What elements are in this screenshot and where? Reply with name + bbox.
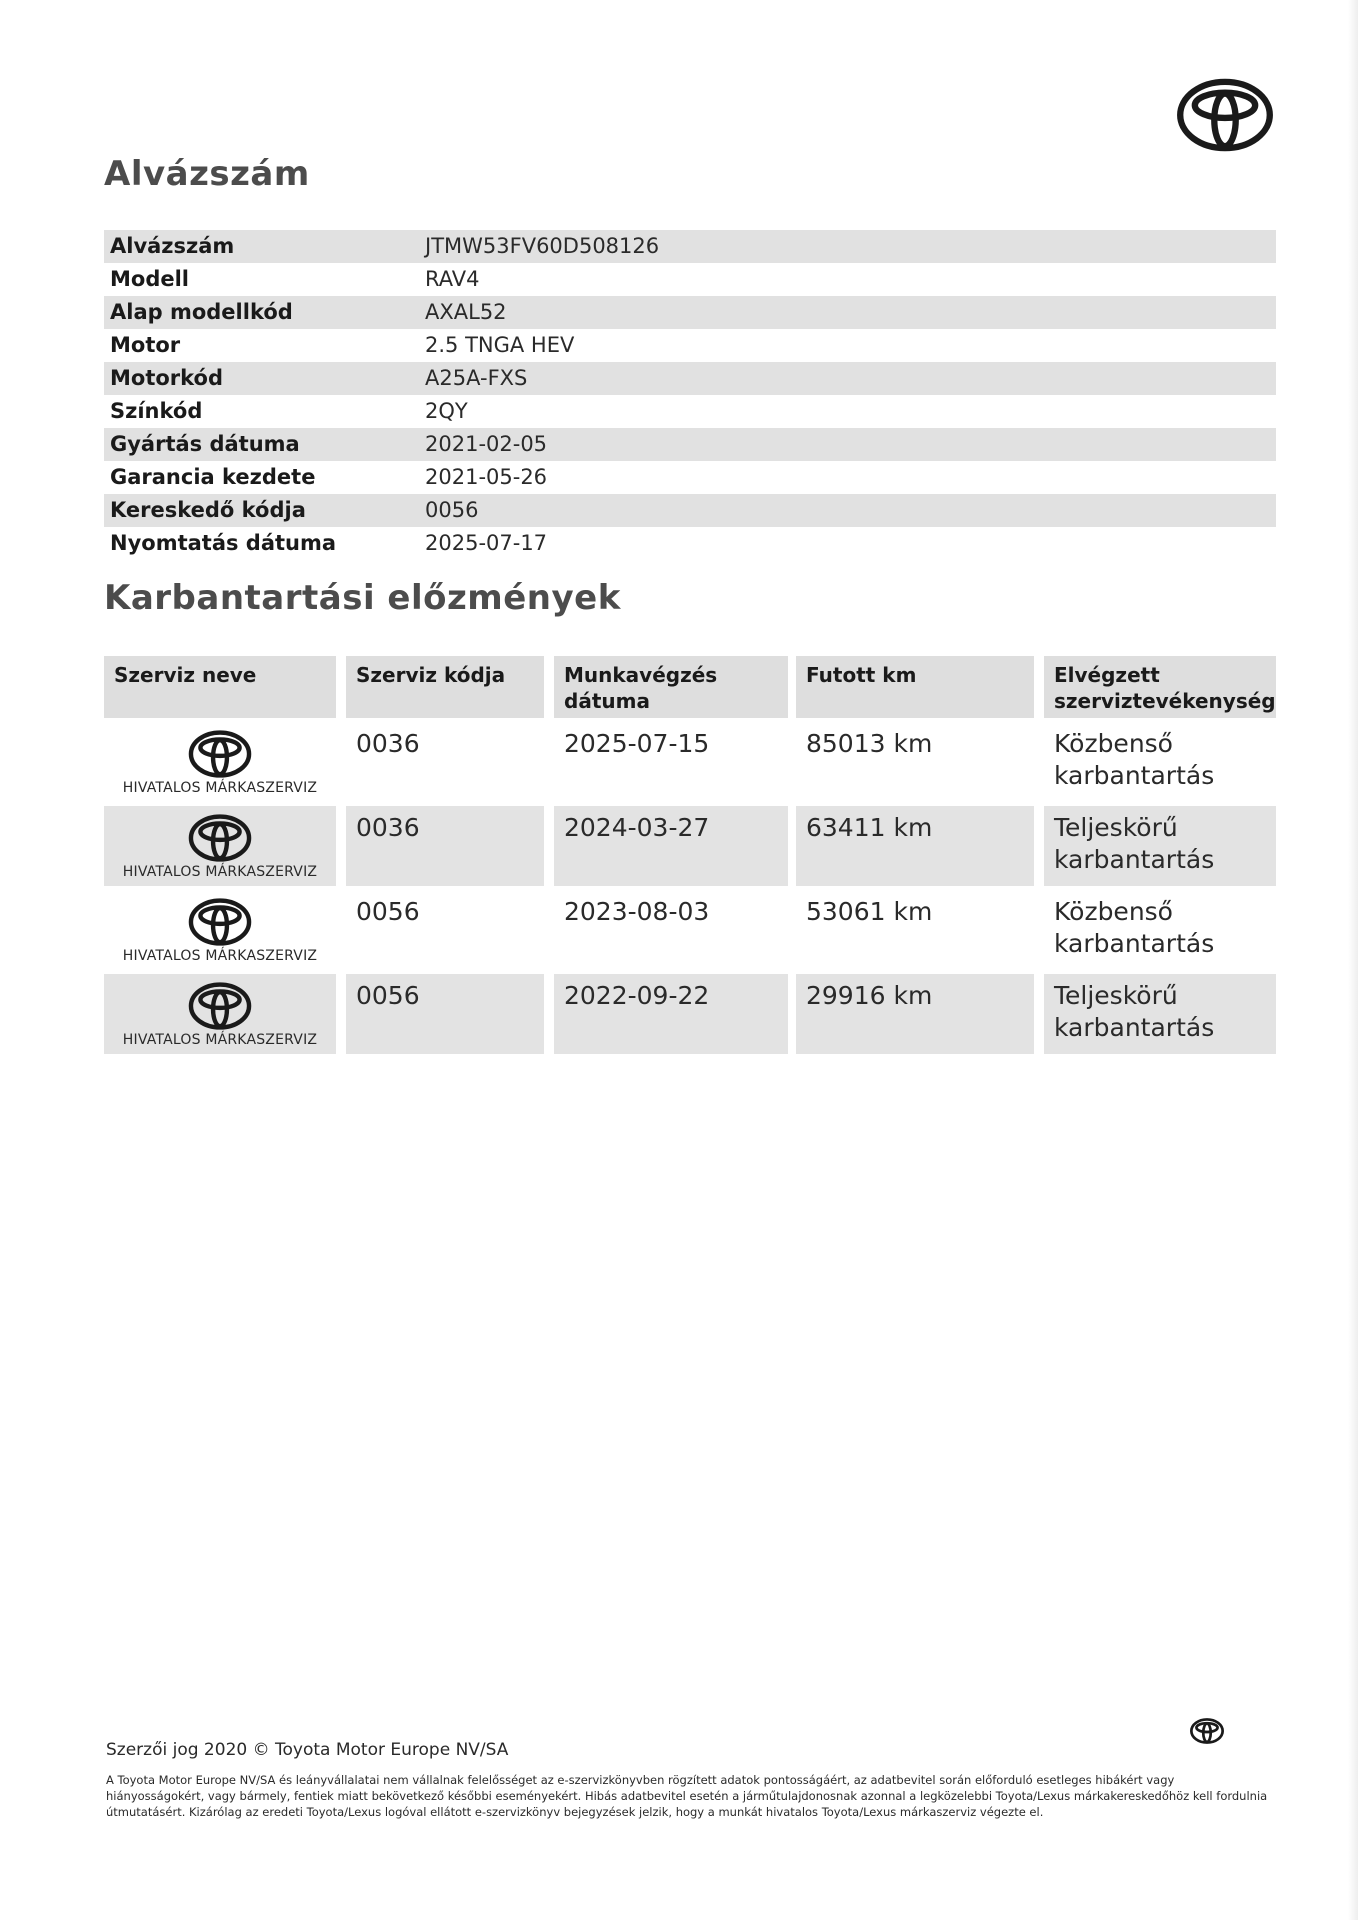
mileage-cell <box>796 974 1034 1054</box>
table-row <box>104 974 1276 1058</box>
vehicle-info-table <box>104 230 1276 560</box>
engine-row <box>104 329 1276 362</box>
service-activity: Közbenső karbantartás <box>1054 897 1215 958</box>
production-date-value: 2021-02-05 <box>425 432 548 456</box>
print-date-label: Nyomtatás dátuma <box>110 531 337 555</box>
service-code-cell <box>346 974 544 1054</box>
work-date-cell <box>554 890 788 970</box>
engine-code-value: A25A-FXS <box>425 366 528 390</box>
column-header-work-date: Munkavégzés dátuma <box>564 663 718 713</box>
toyota-logo-icon <box>187 730 253 778</box>
table-row <box>104 806 1276 890</box>
toyota-logo-icon <box>187 814 253 862</box>
production-date-label: Gyártás dátuma <box>110 432 300 456</box>
mileage: 29916 km <box>806 981 933 1010</box>
model-value: RAV4 <box>425 267 480 291</box>
service-name-cell <box>104 974 336 1054</box>
activity-cell <box>1044 890 1276 970</box>
service-name-cell <box>104 806 336 886</box>
activity-cell <box>1044 974 1276 1054</box>
toyota-logo-icon <box>187 982 253 1030</box>
scan-edge-shadow <box>1348 0 1358 1920</box>
service-code: 0036 <box>356 813 420 842</box>
print-date-value: 2025-07-17 <box>425 531 548 555</box>
work-date-cell <box>554 806 788 886</box>
service-activity: Teljeskörű karbantartás <box>1054 981 1215 1042</box>
service-activity: Közbenső karbantartás <box>1054 729 1215 790</box>
service-code: 0036 <box>356 729 420 758</box>
activity-cell <box>1044 806 1276 886</box>
disclaimer-text: A Toyota Motor Europe NV/SA és leányvállalatai nem vállalnak felelősséget az e-szervizkönyvben rögzített adatok pontosságáért, az adatbevitel során előforduló esetleges hibákért vagy hiányosságokért, vagy bármely, fentiek miatt bekövetkező későbbi eseményekért. Hibás adatbevitel esetén a járműtulajdonosnak azonnal a legközelebbi Toyota/Lexus márkakereskedőhöz kell fordulnia útmutatásért. Kizárólag az eredeti Toyota/Lexus logóval ellátott e-szervizkönyv bejegyzések jelzik, hogy a munkát hivatalos Toyota/Lexus márkaszerviz végezte el. <box>106 1773 1268 1819</box>
vin-row <box>104 230 1276 263</box>
mileage: 63411 km <box>806 813 933 842</box>
engine-code-row <box>104 362 1276 395</box>
column-header <box>796 656 1034 718</box>
service-code-cell <box>346 890 544 970</box>
warranty-start-label: Garancia kezdete <box>110 465 316 489</box>
service-history-title: Karbantartási előzmények <box>104 578 621 618</box>
print-date-row <box>104 527 1276 560</box>
mileage: 53061 km <box>806 897 933 926</box>
production-date-row <box>104 428 1276 461</box>
model-row <box>104 263 1276 296</box>
official-service-label: HIVATALOS MÁRKASZERVIZ <box>122 948 318 964</box>
official-service-label: HIVATALOS MÁRKASZERVIZ <box>122 864 318 880</box>
official-service-label: HIVATALOS MÁRKASZERVIZ <box>122 780 318 796</box>
work-date-cell <box>554 974 788 1054</box>
base-model-code-label: Alap modellkód <box>110 300 293 324</box>
service-code: 0056 <box>356 897 420 926</box>
mileage-cell <box>796 890 1034 970</box>
toyota-logo-icon <box>1176 78 1274 152</box>
color-code-label: Színkód <box>110 399 203 423</box>
dealer-code-label: Kereskedő kódja <box>110 498 306 522</box>
dealer-code-value: 0056 <box>425 498 479 522</box>
vehicle-info-title: Alvázszám <box>104 154 310 194</box>
column-header <box>1044 656 1276 718</box>
work-date-cell <box>554 722 788 802</box>
work-date: 2024-03-27 <box>564 813 710 842</box>
copyright-notice: Szerzői jog 2020 © Toyota Motor Europe NV/SA <box>106 1740 509 1760</box>
mileage-cell <box>796 722 1034 802</box>
table-row <box>104 722 1276 806</box>
official-service-label: HIVATALOS MÁRKASZERVIZ <box>122 1032 318 1048</box>
vin-value: JTMW53FV60D508126 <box>425 234 660 258</box>
vin-label: Alvázszám <box>110 234 235 258</box>
table-row <box>104 890 1276 974</box>
warranty-start-row <box>104 461 1276 494</box>
activity-cell <box>1044 722 1276 802</box>
work-date: 2022-09-22 <box>564 981 710 1010</box>
column-header <box>104 656 336 718</box>
column-header-service-name: Szerviz neve <box>114 663 257 687</box>
work-date: 2025-07-15 <box>564 729 710 758</box>
column-header <box>346 656 544 718</box>
service-code-cell <box>346 722 544 802</box>
color-code-row <box>104 395 1276 428</box>
mileage: 85013 km <box>806 729 933 758</box>
engine-value: 2.5 TNGA HEV <box>425 333 575 357</box>
base-model-code-value: AXAL52 <box>425 300 507 324</box>
service-name-cell <box>104 722 336 802</box>
toyota-logo-icon <box>187 898 253 946</box>
service-history-table <box>104 656 1276 1058</box>
column-header-service-code: Szerviz kódja <box>356 663 506 687</box>
column-header <box>554 656 788 718</box>
toyota-logo-icon <box>1190 1718 1224 1744</box>
dealer-code-row <box>104 494 1276 527</box>
engine-label: Motor <box>110 333 181 357</box>
service-code: 0056 <box>356 981 420 1010</box>
column-header-mileage: Futott km <box>806 663 917 687</box>
model-label: Modell <box>110 267 189 291</box>
service-name-cell <box>104 890 336 970</box>
service-activity: Teljeskörű karbantartás <box>1054 813 1215 874</box>
color-code-value: 2QY <box>425 399 468 423</box>
base-model-code-row <box>104 296 1276 329</box>
service-code-cell <box>346 806 544 886</box>
engine-code-label: Motorkód <box>110 366 224 390</box>
mileage-cell <box>796 806 1034 886</box>
column-header-activity: Elvégzett szerviztevékenység <box>1054 663 1276 713</box>
table-header <box>104 656 1276 722</box>
warranty-start-value: 2021-05-26 <box>425 465 548 489</box>
work-date: 2023-08-03 <box>564 897 710 926</box>
